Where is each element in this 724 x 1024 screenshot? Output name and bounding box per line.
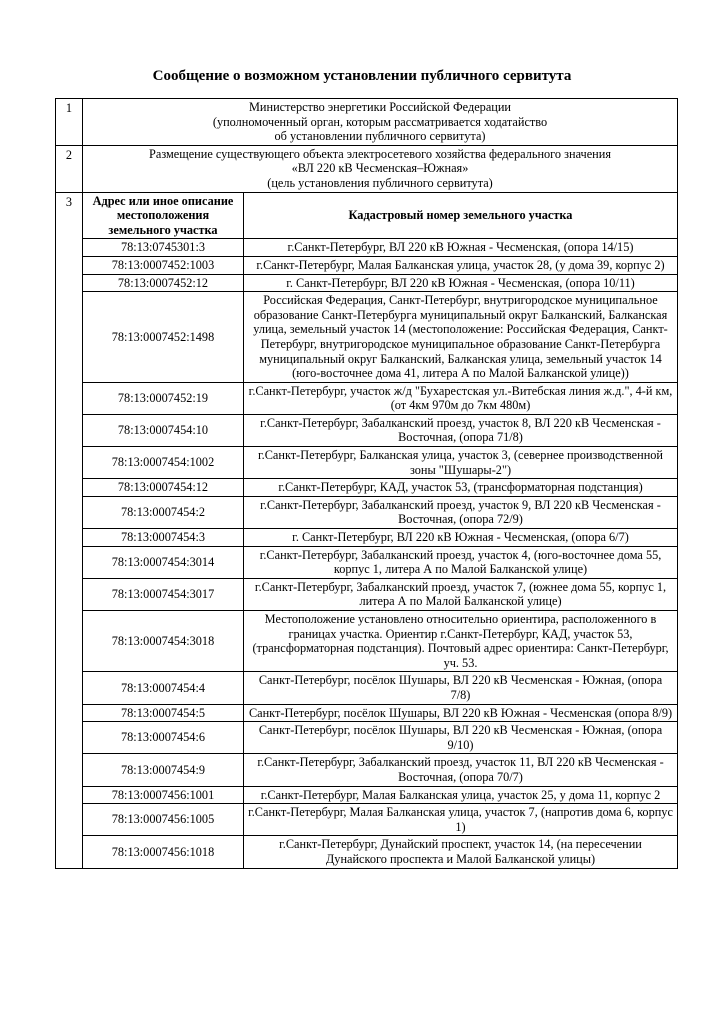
cadastral-number-cell: 78:13:0007452:19 <box>83 382 244 414</box>
cadastral-number-cell: 78:13:0007454:9 <box>83 754 244 786</box>
address-cell: г.Санкт-Петербург, Забалканский проезд, участок 9, ВЛ 220 кВ Чесменская - Восточная, (опора 72/9) <box>244 496 678 528</box>
cadastral-number-cell: 78:13:0007454:4 <box>83 672 244 704</box>
cadastral-number-cell: 78:13:0007454:3 <box>83 529 244 547</box>
text-line: Министерство энергетики Российской Федерации <box>248 100 512 114</box>
address-cell: г.Санкт-Петербург, Малая Балканская улица, участок 25, у дома 11, корпус 2 <box>244 786 678 804</box>
cadastral-number-cell: 78:13:0745301:3 <box>83 239 244 257</box>
table-row <box>56 292 678 383</box>
address-cell: г.Санкт-Петербург, КАД, участок 53, (трансформаторная подстанция) <box>244 479 678 497</box>
address-cell: г.Санкт-Петербург, Забалканский проезд, участок 11, ВЛ 220 кВ Чесменская - Восточная, (опора 70/7) <box>244 754 678 786</box>
table-row <box>56 447 678 479</box>
section-1-row <box>56 99 678 146</box>
column-header-address: Адрес или иное описание местоположения земельного участка <box>83 192 244 239</box>
section-3-header-row <box>56 192 678 239</box>
column-header-cadastral: Кадастровый номер земельного участка <box>244 192 678 239</box>
table-row <box>56 382 678 414</box>
table-row <box>56 529 678 547</box>
text-line: об установлении публичного сервитута) <box>274 129 486 144</box>
address-cell: Санкт-Петербург, посёлок Шушары, ВЛ 220 кВ Чесменская - Южная, (опора 7/8) <box>244 672 678 704</box>
cadastral-number-cell: 78:13:0007454:3018 <box>83 611 244 672</box>
cadastral-number-cell: 78:13:0007454:1002 <box>83 447 244 479</box>
section-2-text <box>83 145 678 192</box>
address-cell: г.Санкт-Петербург, Забалканский проезд, участок 8, ВЛ 220 кВ Чесменская - Восточная, (опора 71/8) <box>244 414 678 446</box>
cadastral-number-cell: 78:13:0007454:2 <box>83 496 244 528</box>
address-cell: Санкт-Петербург, посёлок Шушары, ВЛ 220 кВ Южная - Чесменская (опора 8/9) <box>244 704 678 722</box>
section-1-text <box>83 99 678 146</box>
cadastral-number-cell: 78:13:0007456:1001 <box>83 786 244 804</box>
table-row <box>56 578 678 610</box>
cadastral-number-cell: 78:13:0007452:1003 <box>83 256 244 274</box>
address-cell: г.Санкт-Петербург, Балканская улица, участок 3, (севернее производственной зоны "Шушары-2") <box>244 447 678 479</box>
address-cell: г.Санкт-Петербург, Малая Балканская улица, участок 7, (напротив дома 6, корпус 1) <box>244 804 678 836</box>
address-cell: Местоположение установлено относительно ориентира, расположенного в границах участка. Ориентир г.Санкт-Петербург, КАД, участок 53, (трансформаторная подстанция). Почтовый адрес ориентира: Санкт-Петербург, уч. 53. <box>244 611 678 672</box>
table-row <box>56 704 678 722</box>
table-row <box>56 479 678 497</box>
table-row <box>56 672 678 704</box>
cadastral-number-cell: 78:13:0007454:6 <box>83 722 244 754</box>
address-cell: Российская Федерация, Санкт-Петербург, внутригородское муниципальное образование Санкт-Петербурга муниципальный округ Балканский, Балканская улица, земельный участок 14 (местоположение: Российская Федерация, Санкт-Петербург, внутригородское муниципальное образование Санкт-Петербурга муниципальный округ Балканский, Балканская улица, земельный участок 14 (юго-восточнее дома 41, литера А по Малой Балканской улице)) <box>244 292 678 383</box>
cadastral-number-cell: 78:13:0007452:12 <box>83 274 244 292</box>
section-number: 1 <box>56 99 83 146</box>
cadastral-number-cell: 78:13:0007454:3014 <box>83 546 244 578</box>
section-2-row <box>56 145 678 192</box>
text-line: «ВЛ 220 кВ Чесменская–Южная» <box>291 161 469 176</box>
cadastral-number-cell: 78:13:0007454:12 <box>83 479 244 497</box>
address-cell: г.Санкт-Петербург, Забалканский проезд, участок 4, (юго-восточнее дома 55, корпус 1, литера А по Малой Балканской улице) <box>244 546 678 578</box>
table-row <box>56 496 678 528</box>
address-cell: г. Санкт-Петербург, ВЛ 220 кВ Южная - Чесменская, (опора 6/7) <box>244 529 678 547</box>
easement-table <box>55 98 678 869</box>
text-line: (уполномоченный орган, которым рассматривается ходатайство <box>212 114 548 129</box>
table-row <box>56 786 678 804</box>
document-title: Сообщение о возможном установлении публичного сервитута <box>152 68 572 84</box>
address-cell: г.Санкт-Петербург, ВЛ 220 кВ Южная - Чесменская, (опора 14/15) <box>244 239 678 257</box>
table-row <box>56 546 678 578</box>
text-line: (цель установления публичного сервитута) <box>267 175 493 190</box>
cadastral-number-cell: 78:13:0007454:10 <box>83 414 244 446</box>
table-row <box>56 722 678 754</box>
table-row <box>56 239 678 257</box>
cadastral-number-cell: 78:13:0007454:3017 <box>83 578 244 610</box>
table-row <box>56 611 678 672</box>
address-cell: г.Санкт-Петербург, Малая Балканская улица, участок 28, (у дома 39, корпус 2) <box>244 256 678 274</box>
address-cell: г.Санкт-Петербург, участок ж/д "Бухарестская ул.-Витебская линия ж.д.", 4-й км, (от 4км 970м до 7км 480м) <box>244 382 678 414</box>
address-cell: г.Санкт-Петербург, Дунайский проспект, участок 14, (на пересечении Дунайского проспекта и Малой Балканской улицы) <box>244 836 678 868</box>
table-row <box>56 804 678 836</box>
table-row <box>56 754 678 786</box>
table-row <box>56 256 678 274</box>
table-row <box>56 414 678 446</box>
table-row <box>56 836 678 868</box>
address-cell: г. Санкт-Петербург, ВЛ 220 кВ Южная - Чесменская, (опора 10/11) <box>244 274 678 292</box>
address-cell: Санкт-Петербург, посёлок Шушары, ВЛ 220 кВ Чесменская - Южная, (опора 9/10) <box>244 722 678 754</box>
section-number: 2 <box>56 145 83 192</box>
cadastral-number-cell: 78:13:0007456:1005 <box>83 804 244 836</box>
text-line: Размещение существующего объекта электросетевого хозяйства федерального значения <box>149 146 611 161</box>
section-number: 3 <box>56 192 83 868</box>
cadastral-number-cell: 78:13:0007454:5 <box>83 704 244 722</box>
cadastral-number-cell: 78:13:0007456:1018 <box>83 836 244 868</box>
address-cell: г.Санкт-Петербург, Забалканский проезд, участок 7, (южнее дома 55, корпус 1, литера А по Малой Балканской улице) <box>244 578 678 610</box>
cadastral-number-cell: 78:13:0007452:1498 <box>83 292 244 383</box>
table-row <box>56 274 678 292</box>
